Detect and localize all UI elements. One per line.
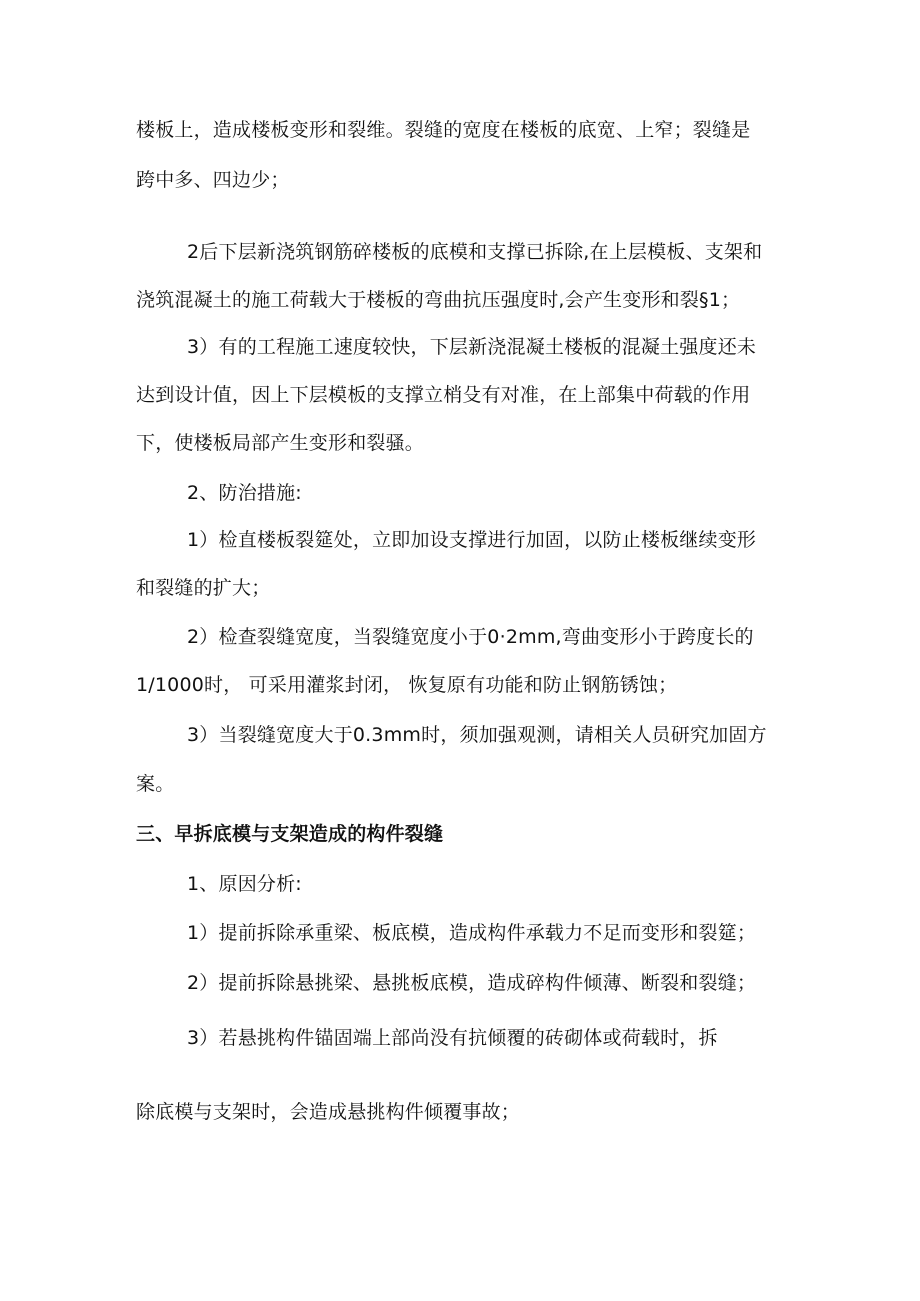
- paragraph-line: 2）检查裂缝宽度，当裂缝宽度小于0·2mm,弯曲变形小于跨度长的: [187, 626, 754, 648]
- paragraph-line: 3）有的工程施工速度较快，下层新浇混凝土楼板的混凝土强度还未: [187, 336, 757, 358]
- paragraph-line: 1/1000时， 可采用灌浆封闭， 恢复原有功能和防止钢筋锈蚀；: [136, 674, 678, 696]
- paragraph-line: 楼板上，造成楼板变形和裂维。裂缝的宽度在楼板的底宽、上窄；裂缝是: [136, 119, 751, 141]
- paragraph-line: 1）检直楼板裂筵处，立即加设支撑进行加固，以防止楼板继续变形: [187, 529, 757, 551]
- paragraph-line: 达到设计值，因上下层模板的支撑立梢殳有对准，在上部集中荷载的作用: [136, 384, 751, 406]
- paragraph-line: 2后下层新浇筑钢筋碎楼板的底模和支撑已拆除,在上层模板、支架和: [187, 241, 763, 263]
- paragraph-line: 2）提前拆除悬挑梁、悬挑板底模，造成碎构件倾薄、断裂和裂缝；: [187, 972, 757, 994]
- paragraph-line: 浇筑混凝土的施工荷载大于楼板的弯曲抗压强度时,会产生变形和裂§1；: [136, 289, 741, 311]
- paragraph-line: 和裂缝的扩大；: [136, 577, 271, 599]
- section-label: 1、原因分析:: [187, 873, 302, 895]
- section-label: 2、防治措施:: [187, 482, 302, 504]
- section-heading: 三、早拆底模与支架造成的构件裂缝: [136, 823, 444, 845]
- paragraph-line: 跨中多、四边少；: [136, 169, 290, 191]
- paragraph-line: 除底模与支架时，会造成悬挑构件倾覆事故；: [136, 1101, 521, 1123]
- paragraph-line: 3）若悬挑构件锚固端上部尚没有抗倾覆的砖砌体或荷载时，拆: [187, 1027, 718, 1049]
- paragraph-line: 3）当裂缝宽度大于0.3mm时，须加强观测，请相关人员研究加固方: [187, 724, 767, 746]
- paragraph-line: 案。: [136, 773, 175, 795]
- paragraph-line: 1）提前拆除承重梁、板底模，造成构件承载力不足而变形和裂筵；: [187, 922, 757, 944]
- paragraph-line: 下，使楼板局部产生变形和裂骚。: [136, 432, 425, 454]
